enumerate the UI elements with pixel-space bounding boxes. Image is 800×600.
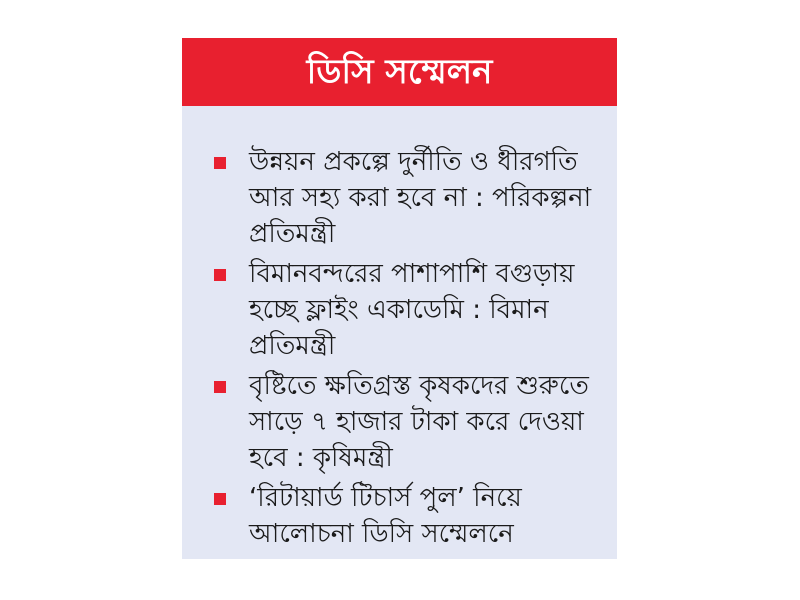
square-bullet-icon	[214, 381, 226, 393]
news-point-text: ‘রিটায়ার্ড টিচার্স পুল’ নিয়ে আলোচনা ডিসি সম্মেলনে	[249, 483, 522, 549]
square-bullet-icon	[214, 269, 226, 281]
news-summary-card	[182, 38, 617, 559]
news-point	[182, 256, 617, 364]
news-point	[182, 480, 617, 552]
news-points-list	[182, 144, 617, 556]
news-point-text: বৃষ্টিতে ক্ষতিগ্রস্ত কৃষকদের শুরুতে সাড়ে ৭ হাজার টাকা করে দেওয়া হবে : কৃষিমন্ত্রী	[249, 371, 589, 473]
news-point-text: উন্নয়ন প্রকল্পে দুর্নীতি ও ধীরগতি আর সহ্য করা হবে না : পরিকল্পনা প্রতিমন্ত্রী	[249, 147, 592, 249]
header-title: ডিসি সম্মেলন	[306, 52, 493, 92]
header-banner	[182, 38, 617, 106]
news-point	[182, 144, 617, 252]
news-point-text: বিমানবন্দরের পাশাপাশি বগুড়ায় হচ্ছে ফ্লাইং একাডেমি : বিমান প্রতিমন্ত্রী	[249, 259, 575, 361]
news-point	[182, 368, 617, 476]
square-bullet-icon	[214, 157, 226, 169]
square-bullet-icon	[214, 493, 226, 505]
